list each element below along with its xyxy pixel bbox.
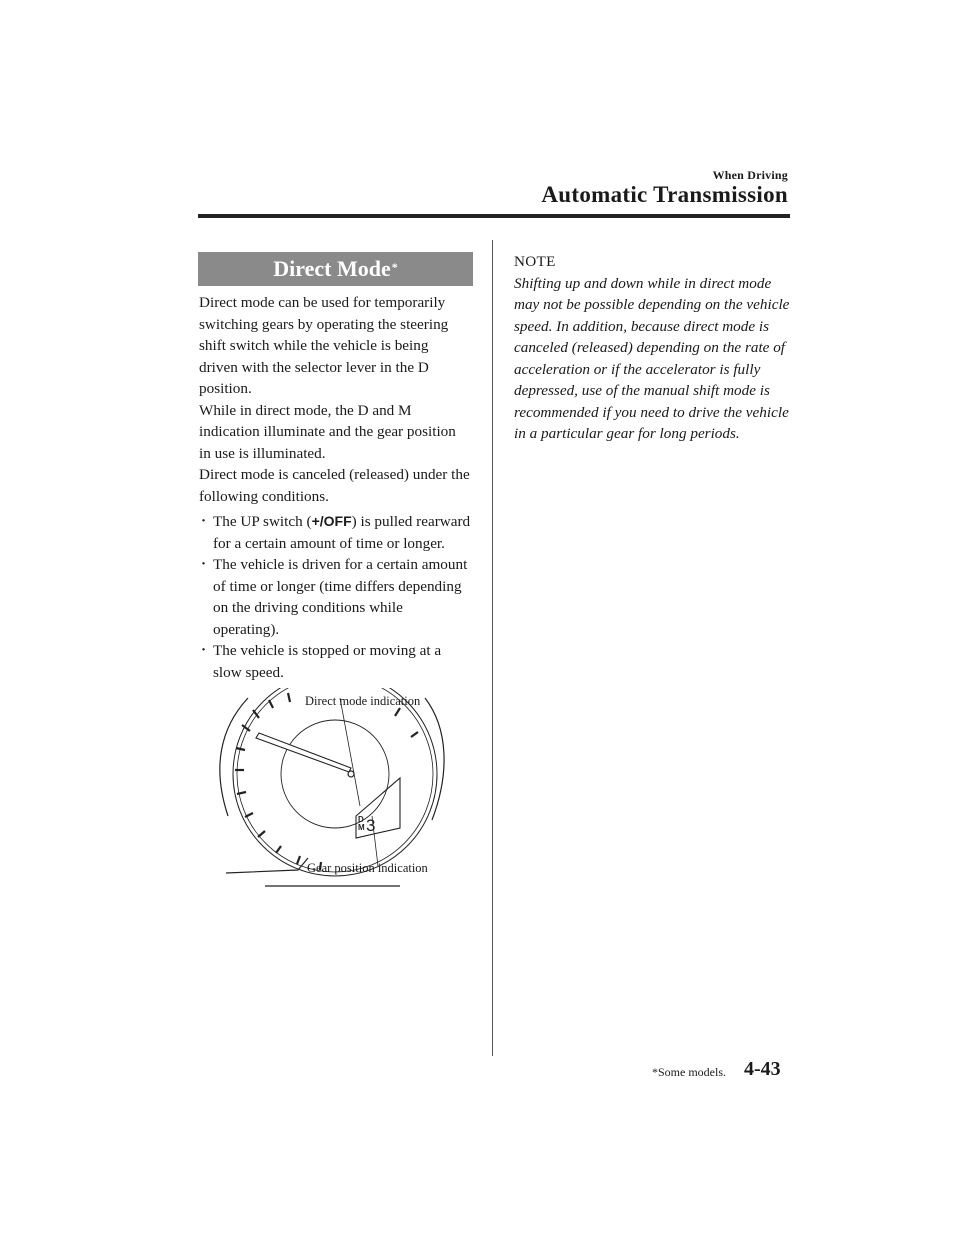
direct-mode-indication-label: Direct mode indication [305,694,421,708]
housing-bottom-left [226,858,308,873]
gauge-outer-ring [233,688,437,876]
footnote: *Some models. [652,1065,726,1079]
some-models-mark: * [391,259,398,274]
note-text: Shifting up and down while in direct mode may not be possible depending on the vehicle speed. In addition, because direct mode is canceled (released) depending on the rate of acceleration or if the accelerator is fully depressed, use of the manual shift mode is recommended if you need to drive the vehicle in a particular gear for long periods. [514,274,790,442]
tick-marks [235,693,421,870]
page-number: 4-43 [744,1058,781,1080]
left-column [199,292,471,683]
note-block [514,251,790,445]
list-item-text: The UP switch ( [213,513,312,530]
gear-number: 3 [366,816,376,835]
list-item: · The vehicle is driven for a certain amount of time or longer (time differs depending on the driving conditions while operating). [199,554,471,640]
paragraph: Direct mode is canceled (released) under the following conditions. [199,466,470,505]
header-rule [198,214,790,218]
leader-line-top [340,698,360,806]
chapter-title: Automatic Transmission [541,182,788,207]
outer-housing-right [425,698,444,820]
section-heading-text: Direct Mode [273,256,391,281]
section-name: When Driving [712,168,788,182]
needle [256,733,351,772]
m-indicator: M [358,823,365,832]
note-title: NOTE [514,253,556,270]
gear-position-indication-label: Gear position indication [307,861,428,875]
paragraph: Direct mode can be used for temporarily switching gears by operating the steering shift switch while the vehicle is being driven with the selector lever in the D position. [199,294,449,397]
column-divider [492,240,493,1056]
list-item-text: ) is pulled rearward for a certain amount of time or longer. [213,513,471,552]
paragraph: While in direct mode, the D and M indication illuminate and the gear position in use is illuminated. [199,401,456,462]
needle-hub [348,771,354,777]
d-indicator: D [358,815,364,824]
up-switch-symbol: +/OFF [311,513,352,529]
list-item: · The vehicle is stopped or moving at a slow speed. [199,640,471,683]
section-heading [198,252,473,286]
condition-list [199,511,471,683]
gauge-inner-ring [237,688,433,872]
gauge-center-dial [281,720,389,828]
instrument-cluster-illustration [210,688,470,898]
list-item [199,511,471,554]
